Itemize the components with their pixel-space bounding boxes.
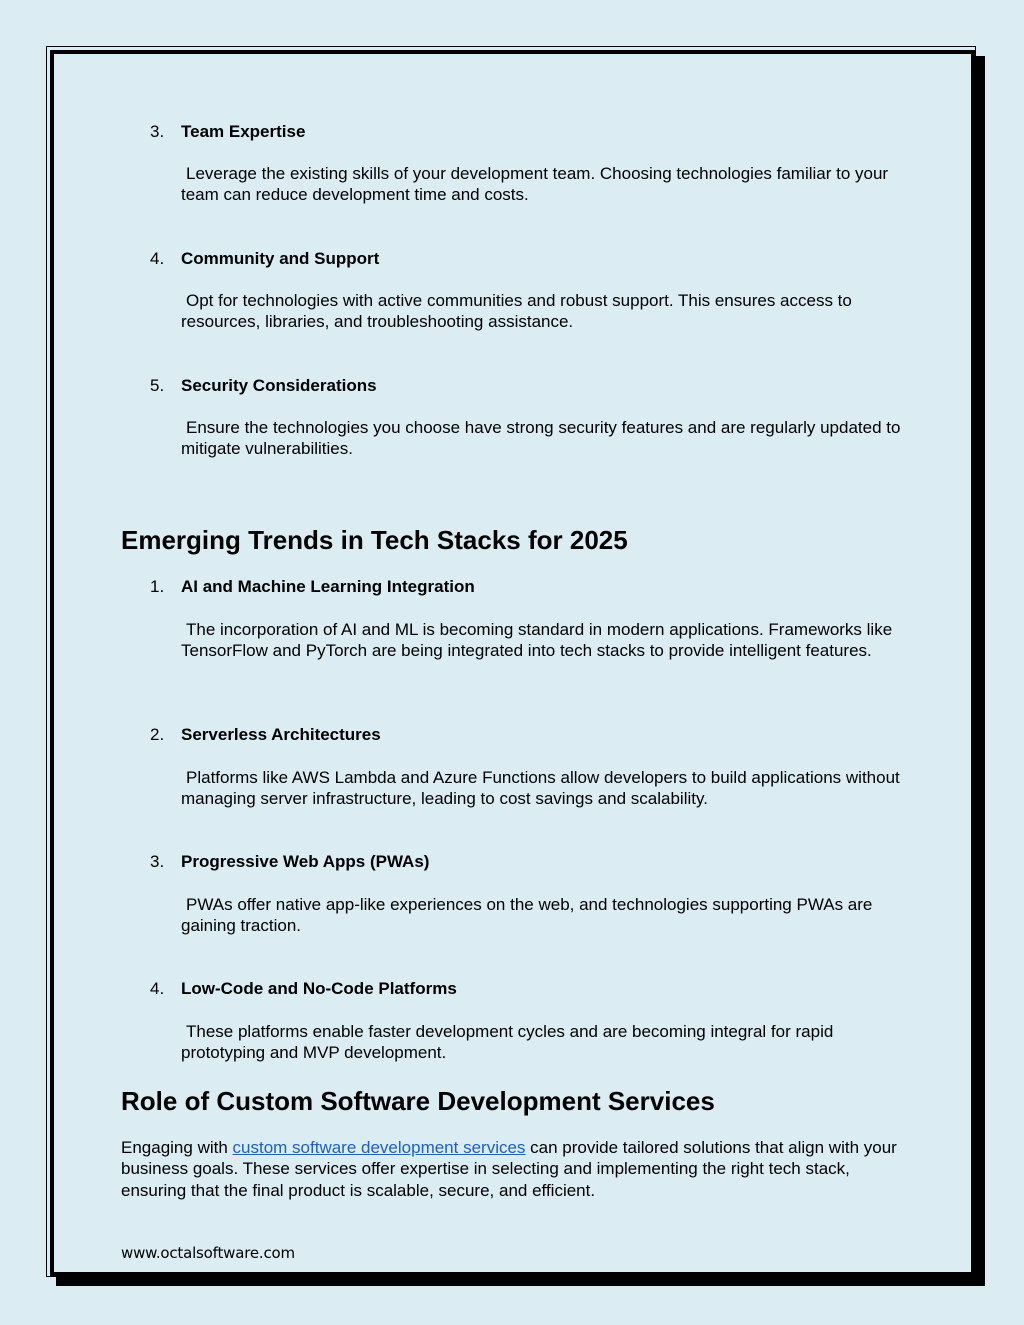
list-number: 3. [150, 852, 165, 871]
item-title-serverless: Serverless Architectures [181, 725, 381, 744]
item-title-pwas: Progressive Web Apps (PWAs) [181, 852, 430, 871]
list-number: 4. [150, 979, 165, 998]
custom-software-services-link[interactable]: custom software development services [232, 1138, 526, 1157]
item-body-low-code: These platforms enable faster development cycles and are becoming integral for rapid prototyping and MVP development. [181, 1022, 834, 1063]
item-body-pwas: PWAs offer native app-like experiences on the web, and technologies supporting PWAs are gaining traction. [181, 895, 873, 936]
item-title-low-code: Low-Code and No-Code Platforms [181, 979, 457, 998]
role-paragraph [121, 1137, 911, 1201]
item-body-team-expertise: Leverage the existing skills of your development team. Choosing technologies familiar to your team can reduce development time and costs. [181, 164, 889, 205]
list-number: 1. [150, 577, 165, 596]
item-body-security: Ensure the technologies you choose have strong security features and are regularly updated to mitigate vulnerabilities. [181, 418, 901, 459]
role-paragraph-rest: can provide tailored solutions that align with your business goals. These services offer expertise in selecting and implementing the right tech stack, ensuring that the final product is scalable, secure, and efficient. [121, 1138, 897, 1200]
heading-emerging-trends: Emerging Trends in Tech Stacks for 2025 [121, 525, 628, 555]
item-title-security: Security Considerations [181, 376, 377, 395]
item-title-ai-ml: AI and Machine Learning Integration [181, 577, 475, 596]
list-number: 2. [150, 725, 165, 744]
list-number: 5. [150, 376, 165, 395]
footer-website: www.octalsoftware.com [121, 1244, 295, 1262]
heading-role-custom-software: Role of Custom Software Development Services [121, 1086, 715, 1116]
item-title-community-support: Community and Support [181, 249, 380, 268]
item-body-community-support: Opt for technologies with active communities and robust support. This ensures access to resources, libraries, and troubleshooting assistance. [181, 291, 852, 332]
item-body-ai-ml: The incorporation of AI and ML is becoming standard in modern applications. Frameworks like TensorFlow and PyTorch are being integrated into tech stacks to provide intelligent features. [181, 620, 893, 661]
item-title-team-expertise: Team Expertise [181, 122, 306, 141]
list-number: 4. [150, 249, 165, 268]
item-body-serverless: Platforms like AWS Lambda and Azure Functions allow developers to build applications without managing server infrastructure, leading to cost savings and scalability. [181, 768, 900, 809]
role-paragraph-intro: Engaging with [121, 1138, 233, 1157]
list-number: 3. [150, 122, 165, 141]
